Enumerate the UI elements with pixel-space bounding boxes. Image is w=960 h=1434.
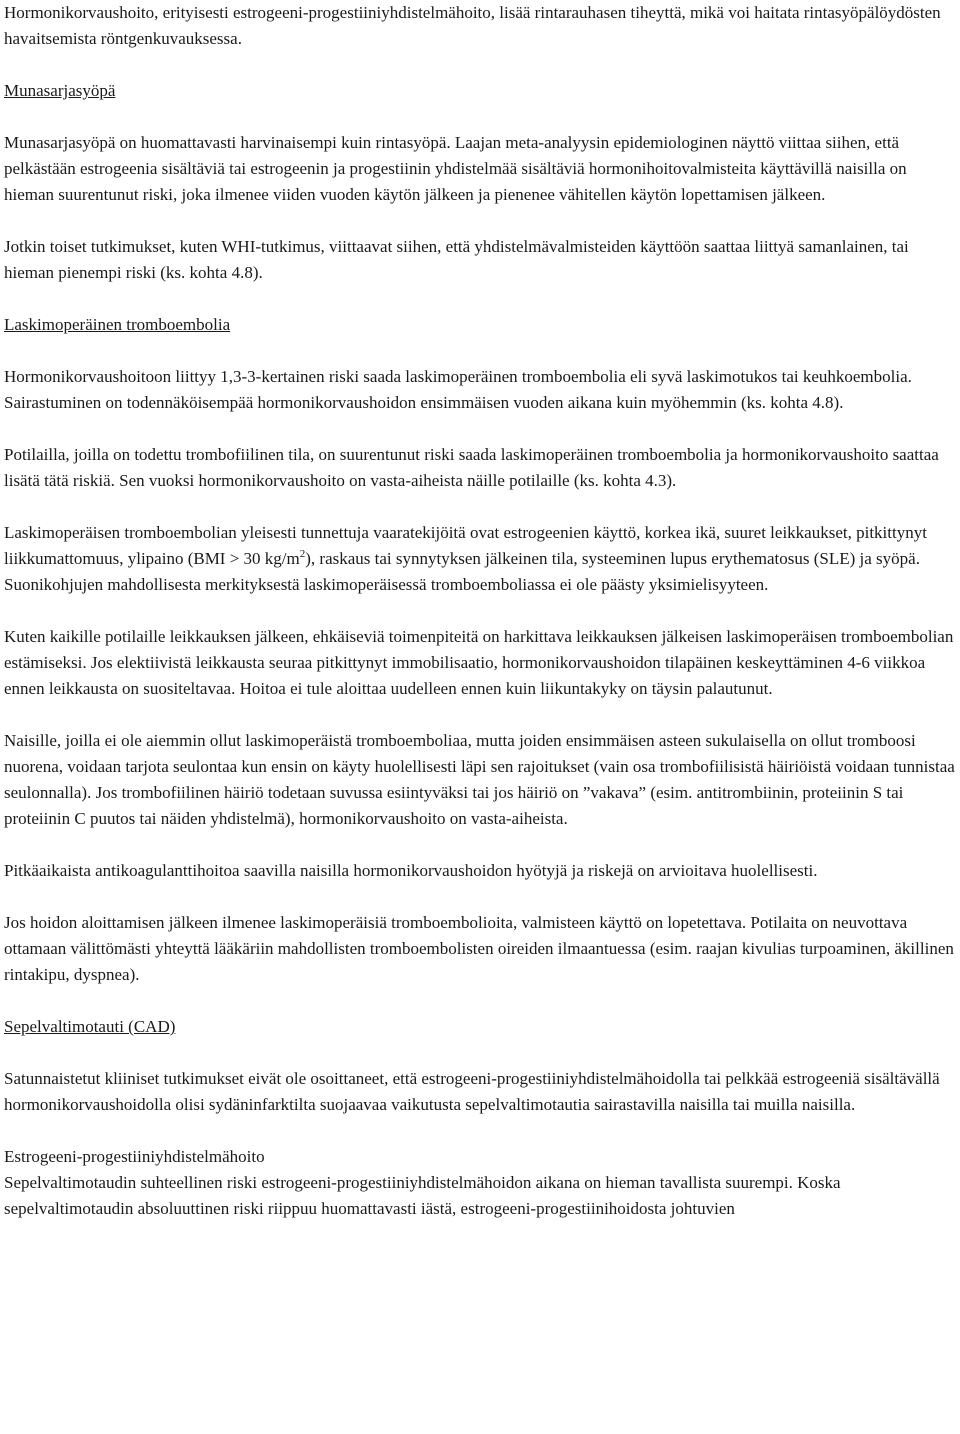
paragraph-surgery-prevention: Kuten kaikille potilaille leikkauksen jälkeen, ehkäiseviä toimenpiteitä on harkittava leikkauksen jälkeisen laskimoperäisen tromboembolian estämiseksi. Jos elektiivistä leikkausta seuraa pitkittynyt immobilisaatio, hormonikorvaushoidon tilapäinen keskeyttäminen 4-6 viikkoa ennen leikkausta on suositeltavaa. Hoitoa ei tule aloittaa uudelleen ennen kuin liikuntakyky on täysin palautunut. [4, 627, 954, 698]
risk-factors-text-a: Laskimoperäisen tromboembolian yleisesti tunnettuja vaaratekijöitä ovat estrogeenien käyttö, korkea ikä, suuret leikkaukset, pitkittynyt liikkumattomuus, ylipaino (BMI > 30 kg/m [4, 523, 927, 568]
paragraph-whi-study: Jotkin toiset tutkimukset, kuten WHI-tutkimus, viittaavat siihen, että yhdistelmävalmisteiden käyttöön saattaa liittyä samanlainen, tai hieman pienempi riski (ks. kohta 4.8). [4, 237, 909, 282]
paragraph-discontinue: Jos hoidon aloittamisen jälkeen ilmenee laskimoperäisiä tromboembolioita, valmisteen käyttö on lopetettava. Potilaita on neuvottava ottamaan välittömästi yhteyttä lääkäriin mahdollisten tromboembolisten oireiden ilmaantuessa (esim. raajan kivulias turpoaminen, äkillinen rintakipu, dyspnea). [4, 913, 954, 984]
heading-combination-therapy: Estrogeeni-progestiiniyhdistelmähoito [4, 1147, 265, 1166]
heading-coronary-artery-disease: Sepelvaltimotauti (CAD) [4, 1017, 176, 1036]
paragraph-combination-risk: Sepelvaltimotaudin suhteellinen riski estrogeeni-progestiiniyhdistelmähoidon aikana on hieman tavallista suurempi. Koska sepelvaltimotaudin absoluuttinen riski riippuu huomattavasti iästä, estrogeeni-progestiinihoidosta johtuvien [4, 1173, 841, 1218]
paragraph-thrombophilic: Potilailla, joilla on todettu trombofiilinen tila, on suurentunut riski saada laskimoperäinen tromboembolia ja hormonikorvaushoito saattaa lisätä tätä riskiä. Sen vuoksi hormonikorvaushoito on vasta-aiheista näille potilaille (ks. kohta 4.3). [4, 445, 939, 490]
paragraph-vte-risk: Hormonikorvaushoitoon liittyy 1,3-3-kertainen riski saada laskimoperäinen tromboembolia eli syvä laskimotukos tai keuhkoembolia. Sairastuminen on todennäköisempää hormonikorvaushoidon ensimmäisen vuoden aikana kuin myöhemmin (ks. kohta 4.8). [4, 367, 912, 412]
superscript-2: 2 [299, 548, 306, 560]
paragraph-cad-trials: Satunnaistetut kliiniset tutkimukset eivät ole osoittaneet, että estrogeeni-progestiiniyhdistelmähoidolla tai pelkkää estrogeeniä sisältävällä hormonikorvaushoidolla olisi sydäninfarktilta suojaavaa vaikutusta sepelvaltimotautia sairastavilla naisilla tai muilla naisilla. [4, 1069, 940, 1114]
paragraph-breast-density: Hormonikorvaushoito, erityisesti estrogeeni-progestiiniyhdistelmähoito, lisää rintarauhasen tiheyttä, mikä voi haitata rintasyöpälöydösten havaitsemista röntgenkuvauksessa. [4, 3, 941, 48]
paragraph-vte-risk-factors [4, 520, 956, 598]
heading-ovarian-cancer: Munasarjasyöpä [4, 81, 116, 100]
paragraph-ovarian-cancer-risk: Munasarjasyöpä on huomattavasti harvinaisempi kuin rintasyöpä. Laajan meta-analyysin epidemiologinen näyttö viittaa siihen, että pelkästään estrogeenia sisältäviä tai estrogeenin ja progestiinin yhdistelmää sisältäviä hormonihoitovalmisteita käyttävillä naisilla on hieman suurentunut riski, joka ilmenee viiden vuoden käytön jälkeen ja pienenee vähitellen käytön lopettamisen jälkeen. [4, 133, 907, 204]
paragraph-anticoagulant: Pitkäaikaista antikoagulanttihoitoa saavilla naisilla hormonikorvaushoidon hyötyjä ja riskejä on arvioitava huolellisesti. [4, 861, 818, 880]
heading-venous-thromboembolism: Laskimoperäinen tromboembolia [4, 315, 231, 334]
risk-factors-text-b: ), raskaus tai synnytyksen jälkeinen tila, systeeminen lupus erythematosus (SLE) ja syöpä. Suonikohjujen mahdollisesta merkityksestä laskimoperäisessä tromboemboliassa ei ole päästy yksimielisyyteen. [4, 549, 920, 594]
paragraph-screening: Naisille, joilla ei ole aiemmin ollut laskimoperäistä tromboemboliaa, mutta joiden ensimmäisen asteen sukulaisella on ollut tromboosi nuorena, voidaan tarjota seulontaa kun ensin on käyty huolellisesti läpi sen rajoitukset (vain osa trombofiilisistä häiriöistä voidaan tunnistaa seulonnalla). Jos trombofiilinen häiriö todetaan suvussa esiintyväksi tai jos häiriö on ”vakava” (esim. antitrombiinin, proteiinin S tai proteiinin C puutos tai näiden yhdistelmä), hormonikorvaushoito on vasta-aiheista. [4, 731, 955, 828]
